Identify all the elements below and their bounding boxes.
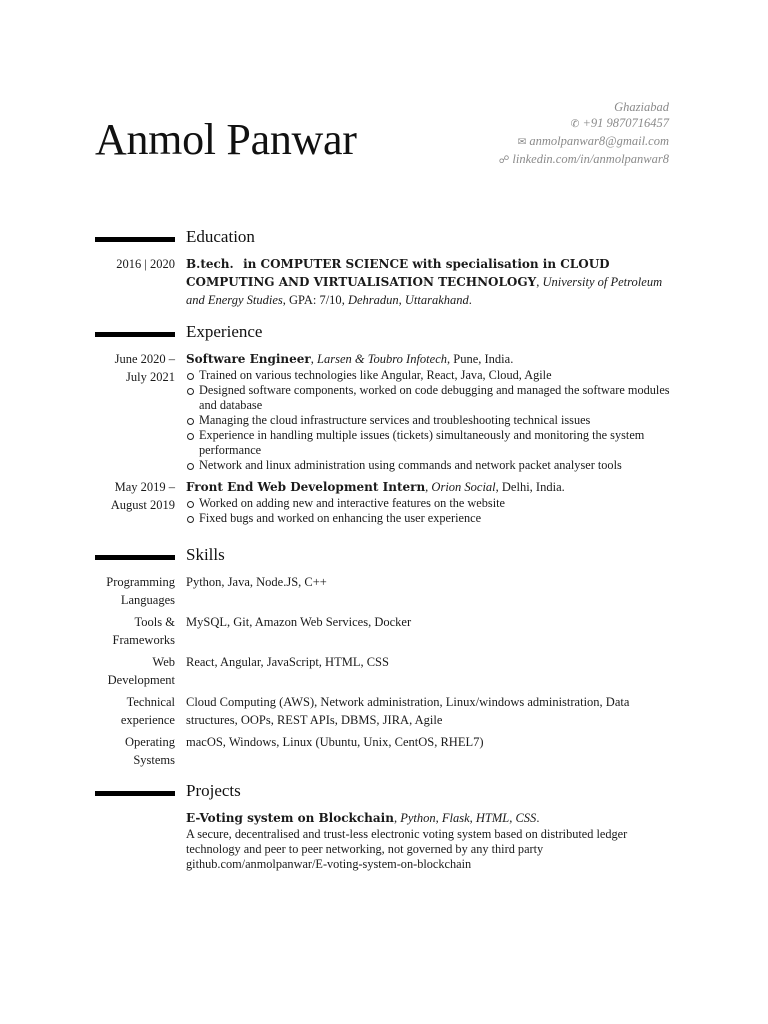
list-item: Worked on adding new and interactive features on the website: [186, 496, 674, 511]
job-location: Delhi, India.: [501, 480, 565, 494]
section-rule: [95, 237, 175, 242]
skill-row: [0, 693, 768, 733]
section-rule: [95, 332, 175, 337]
list-item: Network and linux administration using commands and network packet analyser tools: [186, 458, 674, 473]
list-item: Managing the cloud infrastructure services and troubleshooting technical issues: [186, 413, 674, 428]
skills-section: [0, 547, 768, 773]
email-line: [499, 133, 669, 151]
job-bullets: [186, 368, 674, 473]
section-title: Projects: [186, 781, 241, 800]
project-tech: Python, Flask, HTML, CSS: [400, 811, 537, 825]
institution: University of Petroleum and Energy Studies: [186, 275, 663, 307]
field-of-study: in COMPUTER SCIENCE with specialisation in CLOUD COMPUTING AND VIRTUALISATION TECHNOLOGY: [186, 257, 610, 289]
contact-block: [499, 99, 669, 169]
skill-label: Programming Languages: [106, 575, 175, 607]
education-date: 2016 | 2020: [116, 257, 175, 271]
skill-label: Technical experience: [120, 695, 175, 727]
phone: +91 9870716457: [582, 116, 669, 130]
project-name: E-Voting system on Blockchain: [186, 811, 394, 825]
linkedin-link[interactable]: linkedin.com/in/anmolpanwar8: [512, 152, 669, 166]
job-entry: June 2020 – July 2021 Software Engineer, Larsen & Toubro Infotech, Pune, India. Trained on various technologies like Angular, React, Java, Cloud, Agile Designed software components, worked on code debugging and managed the software modules and database Managing the cloud infrastructure services and troubleshooting technical issues Experience in handling multiple issues (tickets) simultaneously and monitoring the system performance Network and linux administration using commands and network packet analyser tools: [0, 350, 768, 473]
job-date: June 2020 – July 2021: [114, 352, 175, 384]
linkedin-icon: ☍: [498, 155, 510, 166]
education-section: [0, 229, 768, 309]
job-entry: May 2019 – August 2019 Front End Web Development Intern, Orion Social, Delhi, India. Worked on adding new and interactive features on the website Fixed bugs and worked on enhancing the user experience: [0, 478, 768, 526]
projects-section: [0, 783, 768, 872]
skill-row: [0, 613, 768, 653]
location: Ghaziabad: [614, 100, 669, 114]
project-entry: E-Voting system on Blockchain, Python, Flask, HTML, CSS. A secure, decentralised and trust-less electronic voting system based on distributed ledger technology and peer to peer networking, not governed by any third party github.com/anmolpanwar/E-voting-system-on-blockchain: [0, 809, 768, 872]
skill-row: [0, 733, 768, 773]
list-item: Fixed bugs and worked on enhancing the user experience: [186, 511, 674, 526]
job-location: Pune, India.: [453, 352, 514, 366]
email-icon: ✉: [517, 137, 527, 148]
email-link[interactable]: anmolpanwar8@gmail.com: [529, 134, 669, 148]
skill-value: MySQL, Git, Amazon Web Services, Docker: [186, 615, 412, 629]
candidate-name: Anmol Panwar: [95, 115, 357, 164]
section-rule: [95, 555, 175, 560]
skill-row: [0, 653, 768, 693]
job-role: Software Engineer: [186, 352, 311, 366]
list-item: Experience in handling multiple issues (tickets) simultaneously and monitoring the system performance: [186, 428, 674, 458]
project-link[interactable]: github.com/anmolpanwar/E-voting-system-on-blockchain: [186, 857, 472, 871]
skill-value: React, Angular, JavaScript, HTML, CSS: [186, 655, 389, 669]
phone-line: [499, 115, 669, 133]
job-company: Larsen & Toubro Infotech: [317, 352, 448, 366]
skill-value: macOS, Windows, Linux (Ubuntu, Unix, CentOS, RHEL7): [186, 735, 484, 749]
skill-value: Python, Java, Node.JS, C++: [186, 575, 327, 589]
degree: B.tech.: [186, 257, 234, 271]
phone-icon: ✆: [570, 119, 580, 130]
education-entry: B.tech. in COMPUTER SCIENCE with specialisation in CLOUD COMPUTING AND VIRTUALISATION TECHNOLOGY, University of Petroleum and Energy Studies, GPA: 7/10, Dehradun, Uttarakhand.: [186, 257, 663, 307]
list-item: Designed software components, worked on code debugging and managed the software modules and database: [186, 383, 674, 413]
project-description: A secure, decentralised and trust-less electronic voting system based on distributed ledger technology and peer to peer networking, not governed by any third party: [186, 827, 628, 856]
section-title: Skills: [186, 545, 225, 564]
skill-label: Operating Systems: [125, 735, 175, 767]
list-item: Trained on various technologies like Angular, React, Java, Cloud, Agile: [186, 368, 674, 383]
job-bullets: [186, 496, 674, 526]
job-role: Front End Web Development Intern: [186, 480, 426, 494]
education-location: Dehradun, Uttarakhand: [347, 293, 469, 307]
skill-value: Cloud Computing (AWS), Network administration, Linux/windows administration, Data structures, OOPs, REST APIs, DBMS, JIRA, Agile: [186, 695, 630, 727]
skill-label: Web Development: [107, 655, 175, 687]
linkedin-line: [499, 151, 669, 169]
job-company: Orion Social: [431, 480, 496, 494]
section-title: Education: [186, 227, 255, 246]
section-rule: [95, 791, 175, 796]
skill-label: Tools & Frameworks: [112, 615, 175, 647]
section-title: Experience: [186, 322, 263, 341]
skill-row: [0, 573, 768, 613]
gpa: GPA: 7/10: [289, 293, 342, 307]
job-date: May 2019 – August 2019: [110, 480, 175, 512]
experience-section: [0, 324, 768, 526]
